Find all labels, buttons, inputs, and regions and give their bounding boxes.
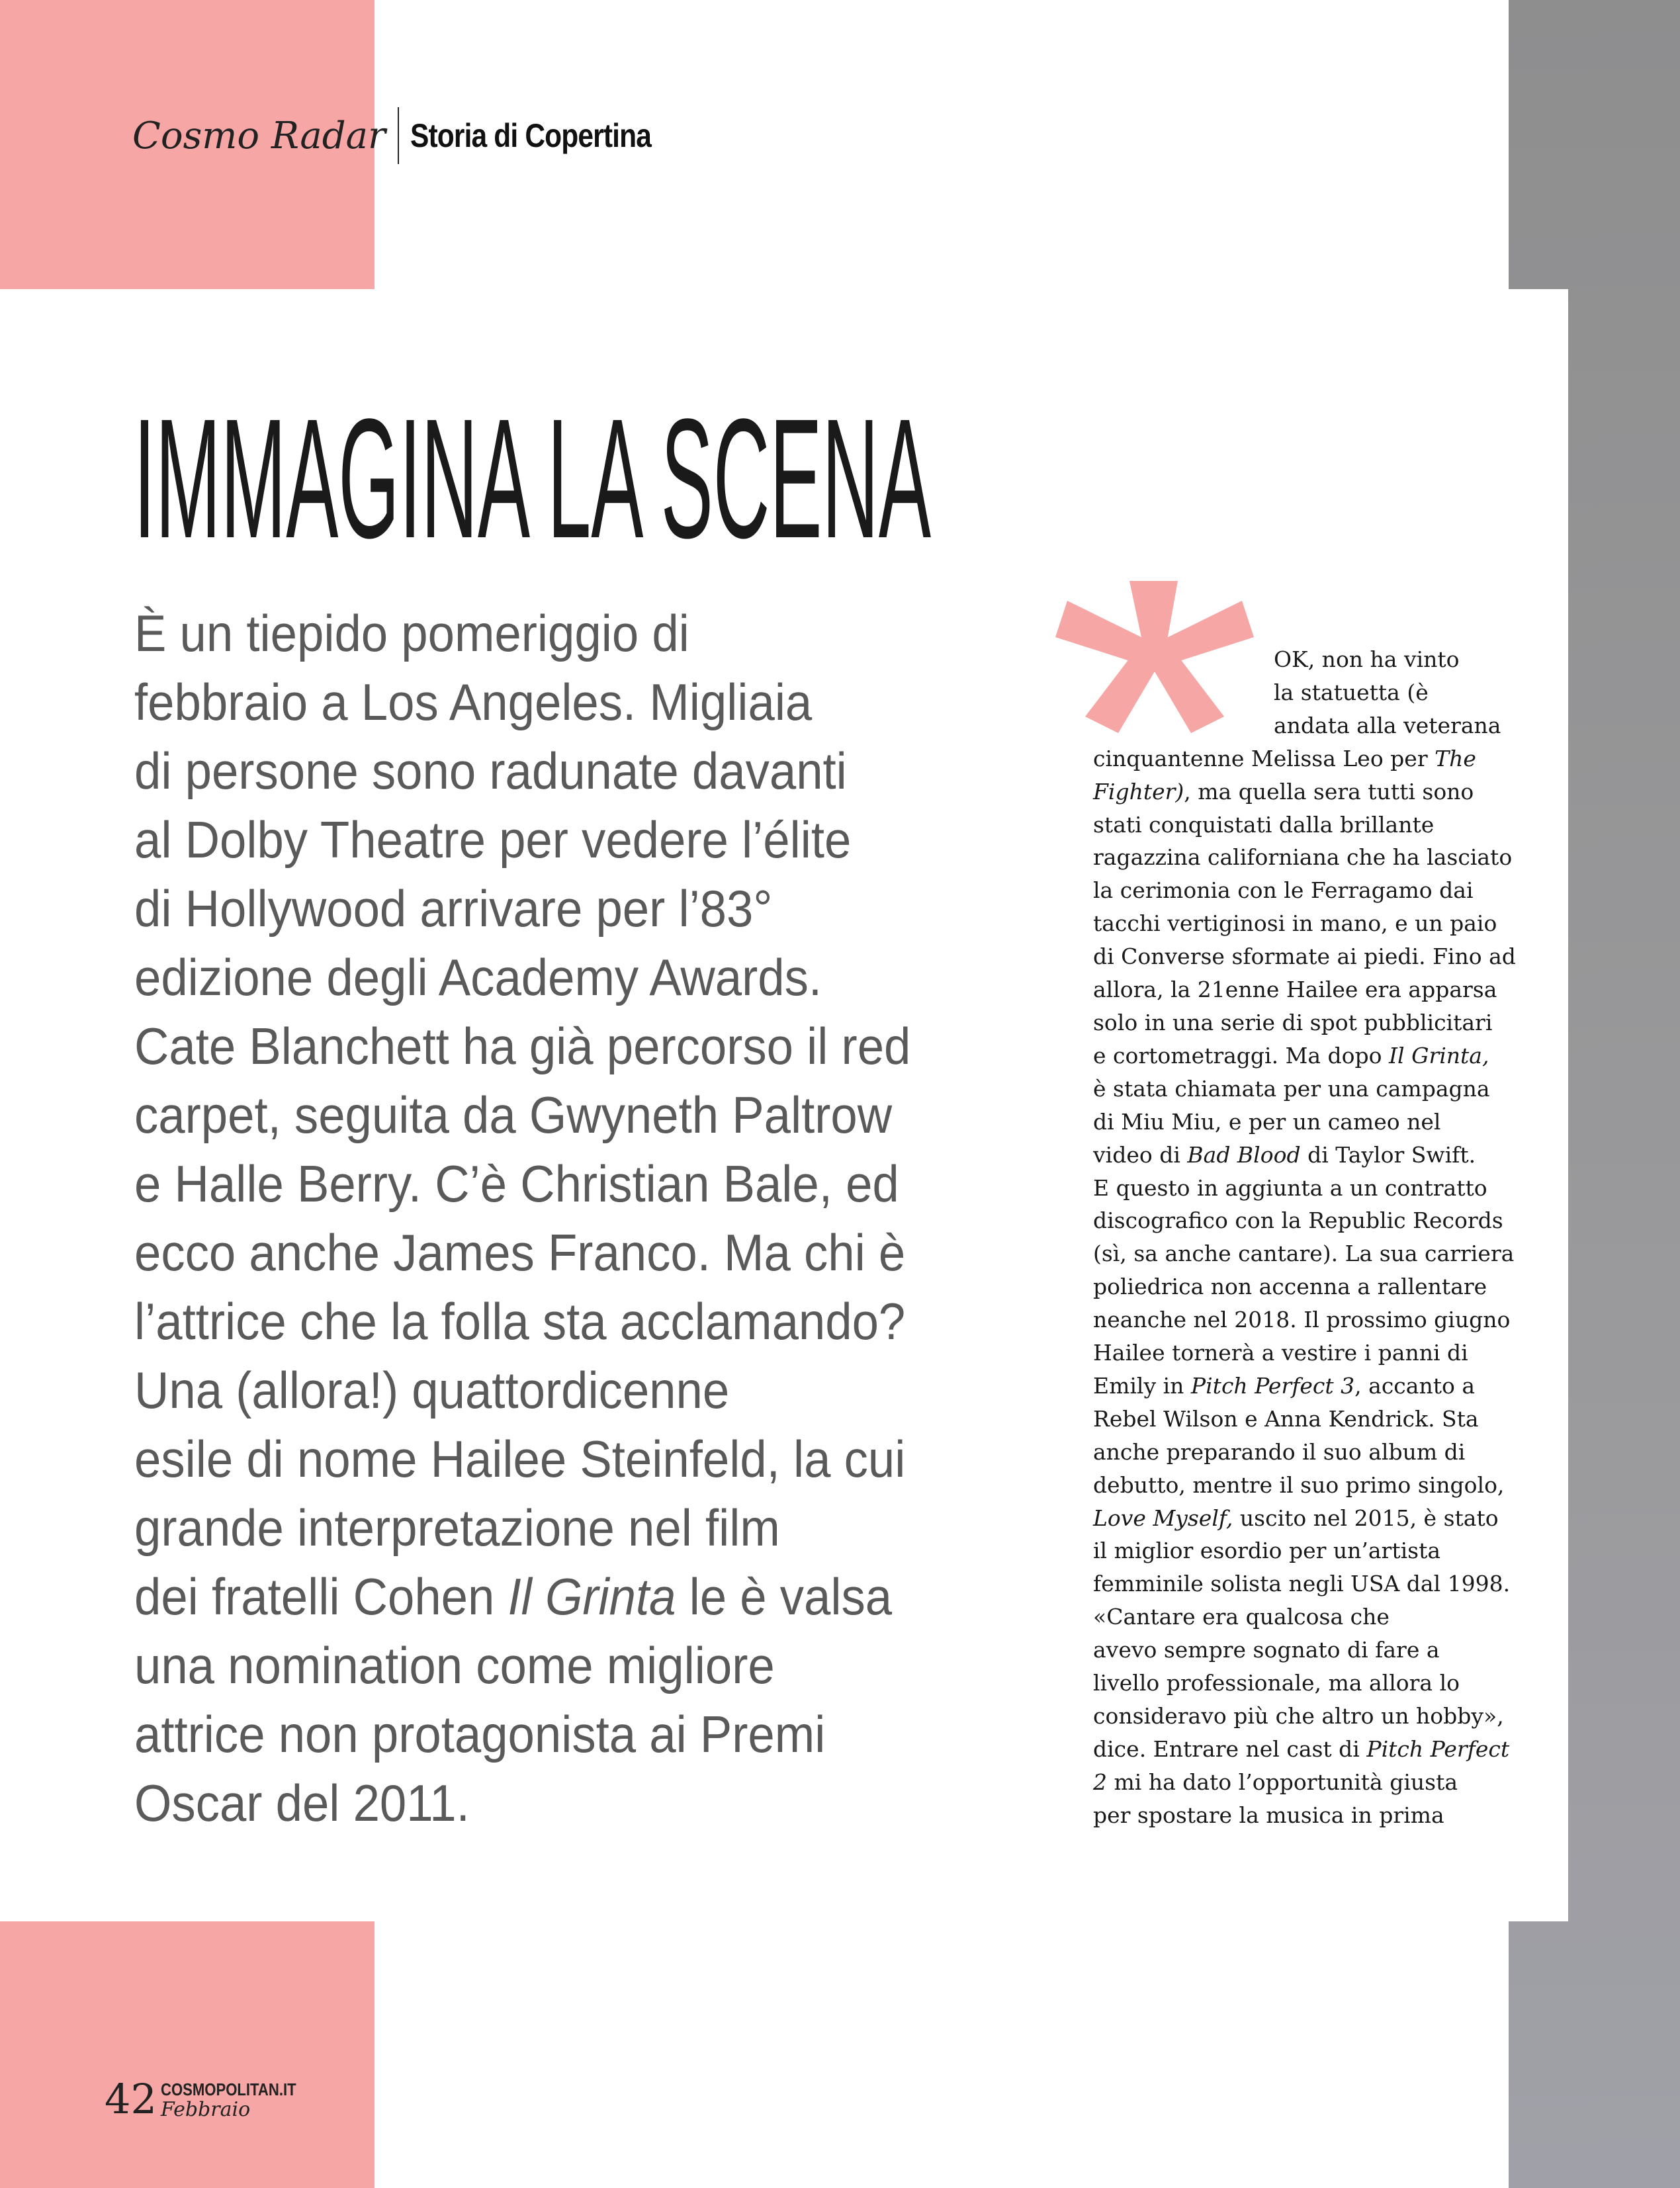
- text-line: femminile solista negli USA dal 1998.: [1093, 1571, 1511, 1597]
- text-segment: le è valsa: [676, 1567, 893, 1626]
- subsection-name: Storia di Copertina: [410, 117, 651, 154]
- body-column: [1093, 643, 1523, 1832]
- text-line: Rebel Wilson e Anna Kendrick. Sta: [1093, 1405, 1479, 1432]
- text-line: [1093, 742, 1523, 775]
- text-line: poliedrica non accenna a rallentare: [1093, 1274, 1487, 1300]
- text-segment: , accanto a: [1354, 1372, 1476, 1399]
- article-title-text: IMMAGINA LA SCENA: [134, 382, 932, 543]
- text-line: stati conquistati dalla brillante: [1093, 811, 1435, 838]
- text-line: [1093, 1370, 1523, 1403]
- text-line: [1093, 1733, 1523, 1766]
- text-line: Hailee tornerà a vestire i panni di: [1093, 1340, 1468, 1366]
- text-segment: e cortometraggi. Ma dopo: [1093, 1042, 1390, 1069]
- text-line: di Miu Miu, e per un cameo nel: [1093, 1108, 1441, 1135]
- text-segment: di Taylor Swift.: [1300, 1141, 1476, 1168]
- text-line: al Dolby Theatre per vedere l’élite: [134, 810, 852, 869]
- text-line: edizione degli Academy Awards.: [134, 948, 822, 1006]
- text-line: «Cantare era qualcosa che: [1093, 1604, 1390, 1630]
- text-line: attrice non protagonista ai Premi: [134, 1705, 826, 1763]
- text-line: tacchi vertiginosi in mano, e un paio: [1093, 910, 1497, 937]
- text-line: solo in una serie di spot pubblicitari: [1093, 1009, 1493, 1035]
- text-line: il miglior esordio per un’artista: [1093, 1538, 1441, 1564]
- text-line: per spostare la musica in prima: [1093, 1802, 1444, 1828]
- text-line: E questo in aggiunta a un contratto: [1093, 1174, 1487, 1201]
- page-footer: [105, 2075, 320, 2123]
- text-segment: uscito nel 2015, è stato: [1233, 1505, 1499, 1531]
- italic-title: Love Myself,: [1093, 1505, 1233, 1531]
- pink-band-bottom: [0, 1921, 375, 2188]
- text-segment: video di: [1093, 1141, 1188, 1168]
- text-line: anche preparando il suo album di: [1093, 1438, 1466, 1465]
- text-segment: , ma quella sera tutti sono: [1184, 778, 1474, 805]
- text-line: [1093, 1766, 1523, 1799]
- italic-title: Pitch Perfect: [1366, 1735, 1510, 1762]
- text-line: ecco anche James Franco. Ma chi è: [134, 1223, 906, 1282]
- lead-paragraph: [134, 599, 969, 1837]
- text-line: livello professionale, ma allora lo: [1093, 1670, 1460, 1696]
- text-line: la cerimonia con le Ferragamo dai: [1093, 877, 1474, 904]
- text-line: [134, 1562, 910, 1631]
- text-line: ragazzina californiana che ha lasciato: [1093, 844, 1513, 871]
- text-segment: Emily in: [1093, 1372, 1191, 1399]
- text-line: consideravo più che altro un hobby»,: [1093, 1703, 1504, 1729]
- text-line: allora, la 21enne Hailee era apparsa: [1093, 977, 1497, 1003]
- italic-title: 2: [1093, 1769, 1107, 1795]
- text-line: di persone sono radunate davanti: [134, 742, 847, 800]
- text-line: neanche nel 2018. Il prossimo giugno: [1093, 1307, 1511, 1333]
- text-line: l’attrice che la folla sta acclamando?: [134, 1292, 906, 1350]
- text-line: andata alla veterana: [1274, 712, 1501, 738]
- issue-month: Febbraio: [160, 2098, 251, 2121]
- text-line: esile di nome Hailee Steinfeld, la cui: [134, 1430, 906, 1488]
- italic-title: The: [1435, 745, 1476, 771]
- article-title: [132, 374, 933, 543]
- text-line: discografico con la Republic Records: [1093, 1207, 1503, 1234]
- text-line: È un tiepido pomeriggio di: [134, 604, 689, 662]
- text-line: avevo sempre sognato di fare a: [1093, 1637, 1440, 1663]
- italic-title: Bad Blood: [1187, 1141, 1301, 1168]
- italic-title: Fighter): [1093, 778, 1184, 805]
- text-line: di Converse sformate ai piedi. Fino ad: [1093, 943, 1516, 970]
- text-segment: dei fratelli Cohen: [134, 1567, 508, 1626]
- text-line: febbraio a Los Angeles. Migliaia: [134, 673, 813, 731]
- text-line: OK, non ha vinto: [1274, 646, 1460, 672]
- section-header: [132, 106, 695, 165]
- text-line: [1093, 1039, 1523, 1072]
- text-line: una nomination come migliore: [134, 1636, 775, 1694]
- italic-title: Il Grinta: [508, 1567, 676, 1626]
- text-line: (sì, sa anche cantare). La sua carriera: [1093, 1241, 1515, 1267]
- text-line: e Halle Berry. C’è Christian Bale, ed: [134, 1155, 899, 1213]
- site-name: COSMOPOLITAN.IT: [160, 2079, 296, 2099]
- text-line: è stata chiamata per una campagna: [1093, 1075, 1490, 1102]
- text-segment: cinquantenne Melissa Leo per: [1093, 745, 1435, 771]
- text-line: grande interpretazione nel film: [134, 1499, 780, 1557]
- italic-title: Pitch Perfect 3: [1190, 1372, 1355, 1399]
- text-line: Oscar del 2011.: [134, 1774, 470, 1832]
- italic-title: Il Grinta,: [1389, 1042, 1489, 1069]
- text-line: Cate Blanchett ha già percorso il red: [134, 1017, 911, 1075]
- text-line: debutto, mentre il suo primo singolo,: [1093, 1471, 1505, 1498]
- text-line: [1093, 1502, 1523, 1535]
- text-line: carpet, seguita da Gwyneth Paltrow: [134, 1086, 893, 1144]
- text-line: la statuetta (è: [1274, 679, 1429, 705]
- text-line: Una (allora!) quattordicenne: [134, 1361, 730, 1419]
- page-number: 42: [105, 2075, 157, 2123]
- text-line: di Hollywood arrivare per l’83°: [134, 879, 773, 938]
- text-segment: mi ha dato l’opportunità giusta: [1107, 1769, 1458, 1795]
- section-name: Cosmo Radar: [132, 114, 386, 157]
- text-line: [1093, 775, 1523, 809]
- text-line: [1093, 1139, 1523, 1172]
- text-segment: dice. Entrare nel cast di: [1093, 1735, 1367, 1762]
